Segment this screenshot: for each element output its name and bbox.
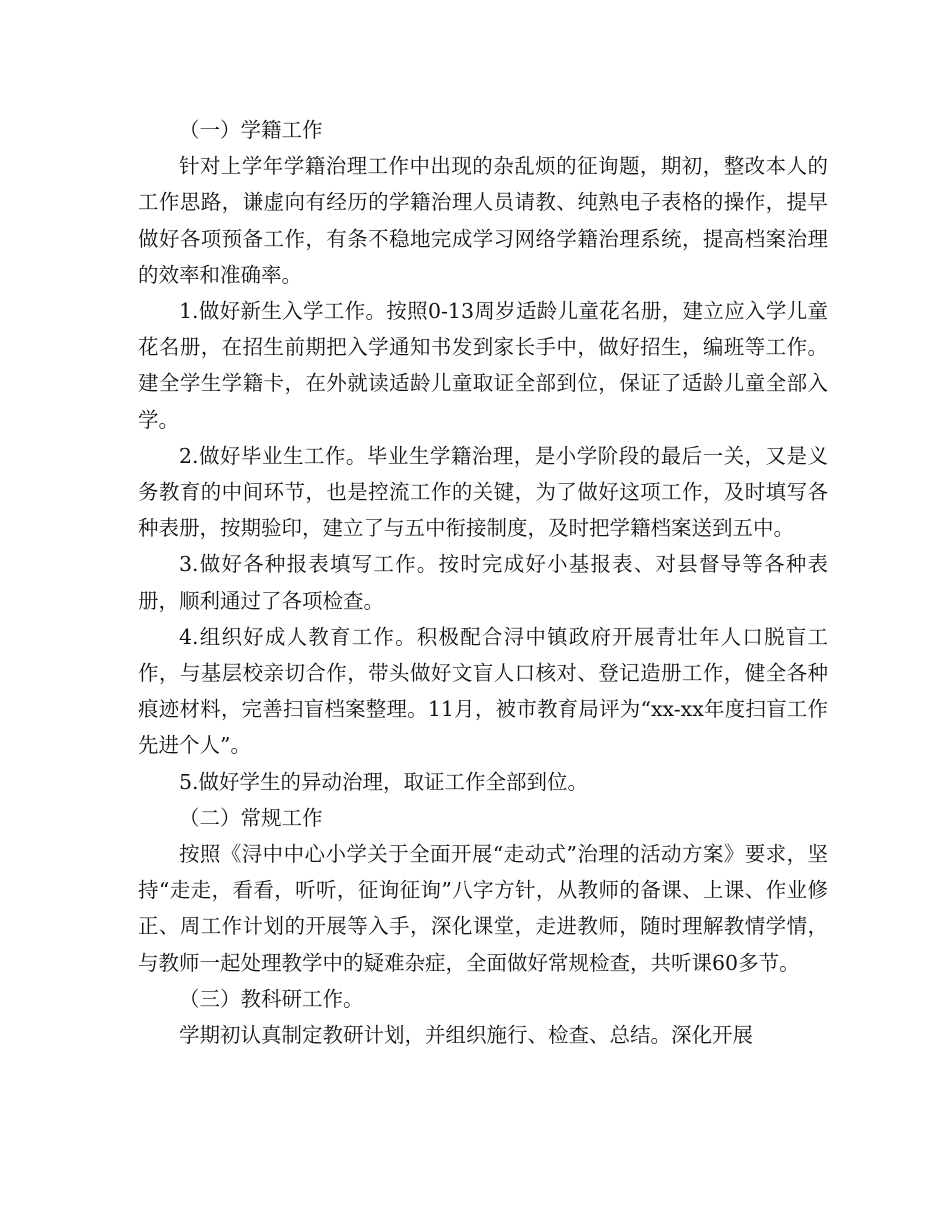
paragraph-item-2: 2.做好毕业生工作。毕业生学籍治理，是小学阶段的最后一关，又是义务教育的中间环节，也是控流工作的关键，为了做好这项工作，及时填写各种表册，按期验印，建立了与五中衔接制度，及时把学籍档案送到五中。 xyxy=(138,443,828,541)
document-body xyxy=(138,112,828,1053)
section-heading-routine: （二）常规工作 xyxy=(179,805,323,830)
paragraph-item-1: 1.做好新生入学工作。按照0-13周岁适龄儿童花名册，建立应入学儿童花名册，在招生前期把入学通知书发到家长手中，做好招生，编班等工作。建全学生学籍卡，在外就读适龄儿童取证全部到位，保证了适龄儿童全部入学。 xyxy=(138,299,828,432)
paragraph-routine: 按照《浔中中心小学关于全面开展“走动式”治理的活动方案》要求，坚持“走走，看看，听听，征询征询”八字方针，从教师的备课、上课、作业修正、周工作计划的开展等入手，深化课堂，走进教师，随时理解教情学情，与教师一起处理教学中的疑难杂症，全面做好常规检查，共听课60多节。 xyxy=(138,842,828,975)
paragraph-item-5: 5.做好学生的异动治理，取证工作全部到位。 xyxy=(179,769,589,794)
paragraph-intro: 针对上学年学籍治理工作中出现的杂乱烦的征询题，期初，整改本人的工作思路，谦虚向有经历的学籍治理人员请教、纯熟电子表格的操作，提早做好各项预备工作，有条不稳地完成学习网络学籍治理系统，提高档案治理的效率和准确率。 xyxy=(138,154,828,287)
paragraph-research: 学期初认真制定教研计划，并组织施行、检查、总结。深化开展 xyxy=(179,1023,753,1048)
paragraph-item-3: 3.做好各种报表填写工作。按时完成好小基报表、对县督导等各种表册，顺利通过了各项检查。 xyxy=(138,552,828,613)
section-heading-enrollment: （一）学籍工作 xyxy=(179,118,323,142)
section-heading-research: （三）教科研工作。 xyxy=(179,986,364,1011)
paragraph-item-4: 4.组织好成人教育工作。积极配合浔中镇政府开展青壮年人口脱盲工作，与基层校亲切合作，带头做好文盲人口核对、登记造册工作，健全各种痕迹材料，完善扫盲档案整理。11月，被市教育局评为“xx-xx年度扫盲工作先进个人”。 xyxy=(138,624,828,758)
